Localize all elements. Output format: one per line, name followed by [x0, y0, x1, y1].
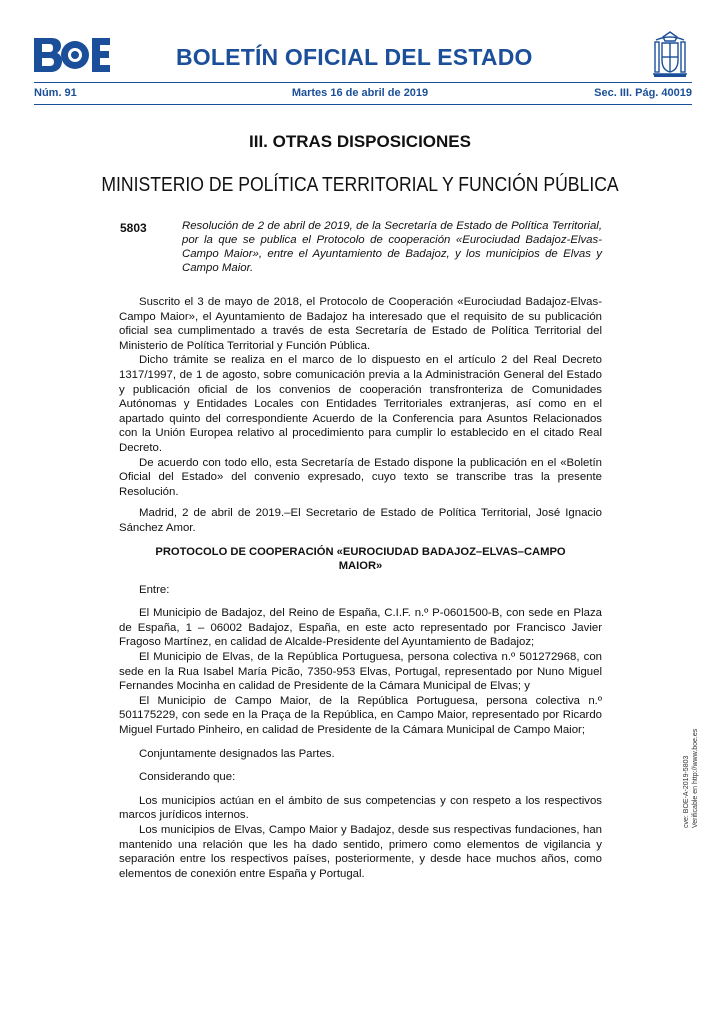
- paragraph: El Municipio de Badajoz, del Reino de España, C.I.F. n.º P-0601500-B, con sede en Plaza de España, 1 – 06002 Badajoz, España, en este acto representado por Francisco Javier Fragoso Martínez, en calidad de Alcalde-Presidente del Ayuntamiento de Badajoz;: [119, 607, 602, 649]
- paragraph: De acuerdo con todo ello, esta Secretaría de Estado dispone la publicación en el «Boletín Oficial del Estado» del convenio expresado, cuyo texto se transcribe tras la presente Resolución.: [119, 456, 602, 498]
- boe-logo: [34, 38, 110, 72]
- paragraph: Conjuntamente designados las Partes.: [139, 747, 335, 760]
- header-bottom-rule: [34, 104, 692, 105]
- ministry-title: MINISTERIO DE POLÍTICA TERRITORIAL Y FUNCIÓN PÚBLICA: [101, 174, 619, 196]
- header-top-rule: [34, 82, 692, 83]
- verification-sidebar: [682, 688, 706, 828]
- paragraph: Considerando que:: [139, 771, 236, 784]
- section-title: III. OTRAS DISPOSICIONES: [249, 132, 471, 151]
- issue-date: Martes 16 de abril de 2019: [291, 87, 429, 99]
- cve-code: cve: BOE-A-2019-5803: [683, 755, 690, 828]
- signature: Madrid, 2 de abril de 2019.–El Secretario de Estado de Política Territorial, José Ignacio Sánchez Amor.: [119, 507, 602, 534]
- paragraph: El Municipio de Campo Maior, de la República Portuguesa, persona colectiva n.º 501175229, con sede en la Praça de la República, en Campo Maior, representado por Ricardo Miguel Furtado Pinheiro, en calidad de Presidente de la Cámara Municipal de Campo Maior;: [119, 694, 602, 737]
- document-summary: Resolución de 2 de abril de 2019, de la Secretaría de Estado de Política Territorial, por la que se publica el Protocolo de cooperación «Eurociudad Badajoz-Elvas-Campo Maior», entre el Ayuntamiento de Badajoz, y los municipios de Elvas y Campo Maior.: [182, 220, 602, 274]
- document-number: 5803: [120, 221, 147, 235]
- section-page: Sec. III. Pág. 40019: [594, 87, 692, 99]
- paragraph: Los municipios actúan en el ámbito de sus competencias y con respeto a los respectivos marcos jurídicos internos.: [119, 794, 602, 822]
- document-body: [119, 295, 602, 881]
- protocol-title: PROTOCOLO DE COOPERACIÓN «EUROCIUDAD BADAJOZ–ELVAS–CAMPO MAIOR»: [155, 545, 566, 573]
- paragraph: Los municipios de Elvas, Campo Maior y Badajoz, desde sus respectivas fundaciones, han mantenido una relación que les ha dado sentido, primero como elementos de vigilancia y separación entre los respectivos países, posteriormente, y desde hace muchos años, como elementos de conexión entre España y Portugal.: [119, 824, 602, 880]
- paragraph: Suscrito el 3 de mayo de 2018, el Protocolo de Cooperación «Eurociudad Badajoz-Elvas-Campo Maior», el Ayuntamiento de Badajoz ha interesado que el requisito de su publicación oficial sea cumplimentado a través de esta Secretaría de Estado de Política Territorial del Ministerio de Política Territorial y Función Pública.: [119, 296, 602, 352]
- paragraph: El Municipio de Elvas, de la República Portuguesa, persona colectiva n.º 501272968, con sede en la Rua Isabel María Picão, 7350-953 Elvas, Portugal, representado por Nuno Miguel Fernandes Mocinha en calidad de Presidente de la Cámara Municipal de Elvas; y: [119, 651, 602, 693]
- coat-of-arms-icon: [650, 30, 690, 80]
- paragraph: Entre:: [139, 583, 170, 596]
- paragraph: Dicho trámite se realiza en el marco de lo dispuesto en el artículo 2 del Real Decreto 1317/1997, de 1 de agosto, sobre comunicación previa a la Administración General del Estado y publicación oficial de los convenios de cooperación transfronteriza de Comunidades Autónomas y Entidades Locales con Entidades Territoriales extranjeras, así como en el apartado quinto del correspondiente Acuerdo de la Conferencia para Asuntos Relacionados con la Unión Europea relativo al procedimiento para cumplir lo establecido en el citado Real Decreto.: [119, 354, 602, 454]
- issue-number: Núm. 91: [34, 87, 77, 99]
- verification-link[interactable]: Verificable en http://www.boe.es: [692, 728, 699, 828]
- publication-title: BOLETÍN OFICIAL DEL ESTADO: [176, 44, 533, 70]
